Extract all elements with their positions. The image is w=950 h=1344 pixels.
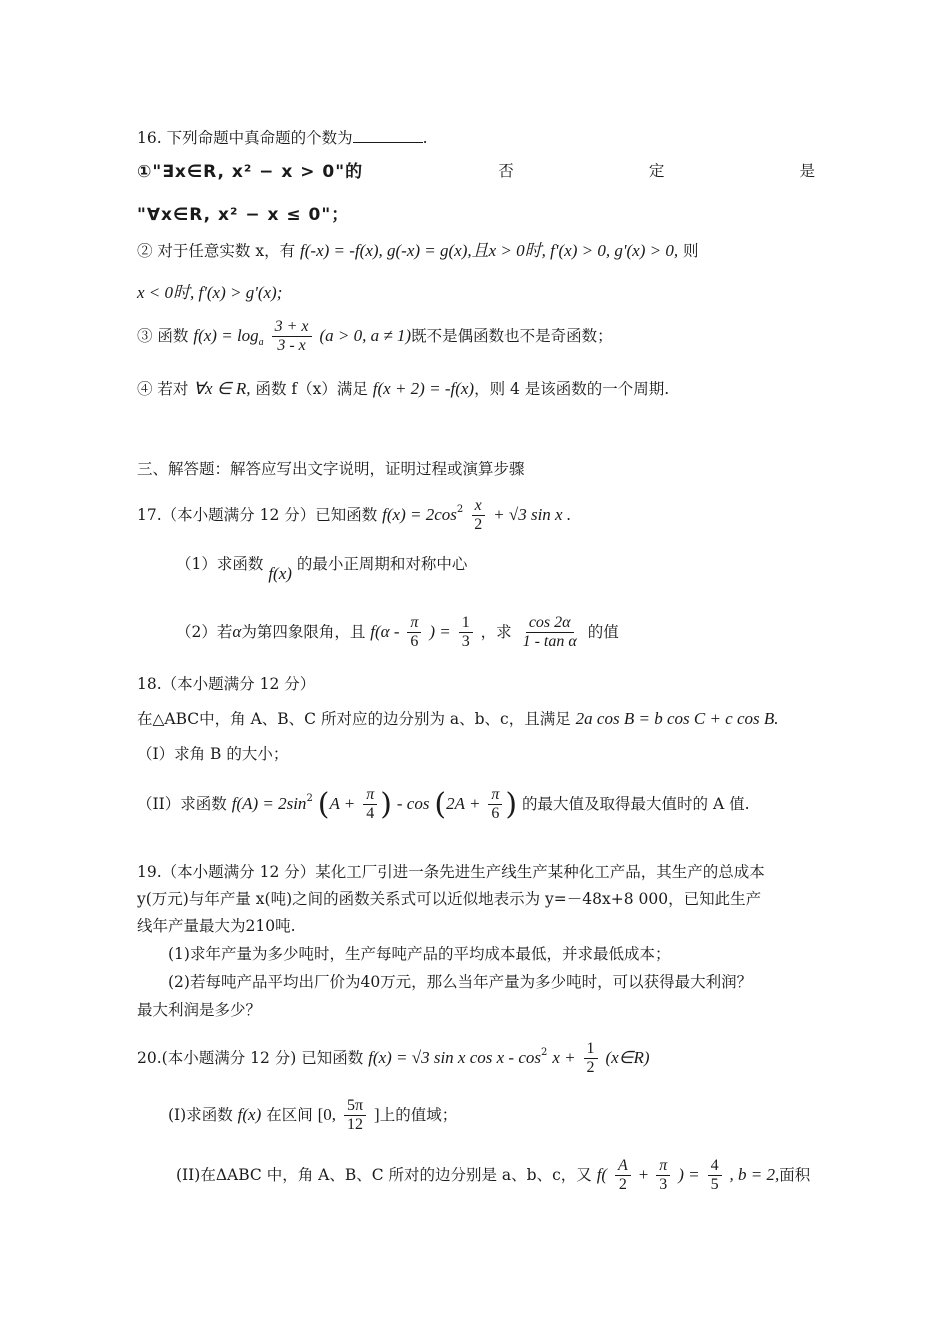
q19-part2: (2)若每吨产品平均出厂价为40万元，那么当年产量为多少吨时，可以获得最大利润？ bbox=[168, 973, 753, 991]
q16-prop4: ④ 若对 ∀x ∈ R, 函数 f（x）满足 f(x + 2) = -f(x)，则 4 是该函数的一个周期. bbox=[137, 379, 670, 398]
a-over-2-fraction: $\frac{A}{2}$ bbox=[615, 1157, 631, 1195]
pi-over-6-fraction: $\frac{\pi}{6}$ bbox=[407, 614, 421, 652]
q19-part1: (1)求年产量为多少吨时，生产每吨产品的平均成本最低，并求最低成本； bbox=[168, 945, 671, 963]
q16-title: 16. 下列命题中真命题的个数为 . bbox=[137, 129, 428, 147]
answer-blank bbox=[353, 128, 423, 143]
q16-prop2-line1: ② 对于任意实数 x，有 f(-x) = -f(x), g(-x) = g(x),且x > 0时, f'(x) > 0, g'(x) > 0, 则 bbox=[137, 241, 699, 260]
q18-part1: （I）求角 B 的大小； bbox=[137, 745, 289, 763]
q17-part1: （1）求函数 f(x) 的最小正周期和对称中心 bbox=[176, 555, 468, 583]
x-over-2-fraction: $\frac{x}{2}$ bbox=[471, 497, 485, 535]
q20-part1: (I)求函数 f(x) 在区间 [0, $\frac{5\pi}{12}$ ]上的值域； bbox=[168, 1097, 458, 1134]
q20-statement: 20.(本小题满分 12 分) 已知函数 f(x) = √3 sin x cos x - $\cos^2 x$ + $\frac{1}{2}$ (x∈R) bbox=[137, 1040, 650, 1077]
q20-part2: (II)在ΔABC 中，角 A、B、C 所对的边分别是 a、b、c，又 f( $\frac{A}{2}$ + $\frac{\pi}{3}$ ) = $\frac{4}{5}$ , b = 2,面积 bbox=[176, 1157, 811, 1194]
q19-line3: 线年产量最大为210吨. bbox=[137, 917, 296, 935]
q19-line1: 19.（本小题满分 12 分）某化工厂引进一条先进生产线生产某种化工产品，其生产的总成本 bbox=[137, 863, 765, 881]
cos-tan-fraction: $\frac{\cos 2\alpha}{\text{1 - tan α}}$ bbox=[522, 614, 577, 651]
q16-prop2-line2: x < 0时, f'(x) > g'(x); bbox=[137, 283, 283, 302]
q16-prop1-line2: "∀x∈R, x² − x ≤ 0"； bbox=[137, 205, 350, 225]
one-third-fraction: $\frac{1}{3}$ bbox=[459, 614, 473, 652]
pi-over-4-fraction: $\frac{\pi}{4}$ bbox=[363, 786, 377, 824]
q18-head: 18.（本小题满分 12 分） bbox=[137, 675, 316, 693]
q18-part2: （II）求函数 $f(A) = 2\sin^2$ (A + $\frac{\pi}{4}$ ) - cos (2A + $\frac{\pi}{6}$ ) 的最大值及取得最大值时的 A 值. bbox=[137, 786, 750, 823]
q17-part2: （2）若α为第四象限角，且 f(α - $\frac{\pi}{6}$ ) = $\frac{1}{3}$ ，求 $\frac{\cos 2\alpha}{\text{1 - tan α}}$ 的值 bbox=[176, 614, 619, 651]
section-heading: 三、解答题：解答应写出文字说明，证明过程或演算步骤 bbox=[137, 460, 525, 478]
q19-line6: 最大利润是多少？ bbox=[137, 1001, 262, 1019]
one-half-fraction: $\frac{1}{2}$ bbox=[584, 1040, 598, 1078]
q18-statement: 在△ABC中，角 A、B、C 所对应的边分别为 a、b、c，且满足 2a cos B = b cos C + c cos B. bbox=[137, 709, 779, 728]
four-fifths-fraction: $\frac{4}{5}$ bbox=[708, 1157, 722, 1195]
q16-prop1-line1: ①"∃x∈R, x² − x > 0"的 否 定 是 bbox=[137, 162, 815, 182]
pi-over-3-fraction: $\frac{\pi}{3}$ bbox=[656, 1157, 670, 1195]
q16-prop3: ③ 函数 $f(x) = \log_a$ $\frac{3 + x}{3 - x}$ (a > 0, a ≠ 1)既不是偶函数也不是奇函数； bbox=[137, 318, 613, 355]
q19-line2: y(万元)与年产量 x(吨)之间的函数关系式可以近似地表示为 y=－48x+8 000，已知此生产 bbox=[137, 890, 762, 908]
log-fraction: $\frac{3 + x}{3 - x}$ bbox=[272, 318, 312, 356]
five-pi-over-12-fraction: $\frac{5\pi}{12}$ bbox=[344, 1097, 366, 1135]
q17-statement: 17.（本小题满分 12 分）已知函数 $f(x) = 2\cos^2$ $\frac{x}{2}$ + √3 sin x . bbox=[137, 497, 572, 534]
pi-over-6-fraction-2: $\frac{\pi}{6}$ bbox=[488, 786, 502, 824]
